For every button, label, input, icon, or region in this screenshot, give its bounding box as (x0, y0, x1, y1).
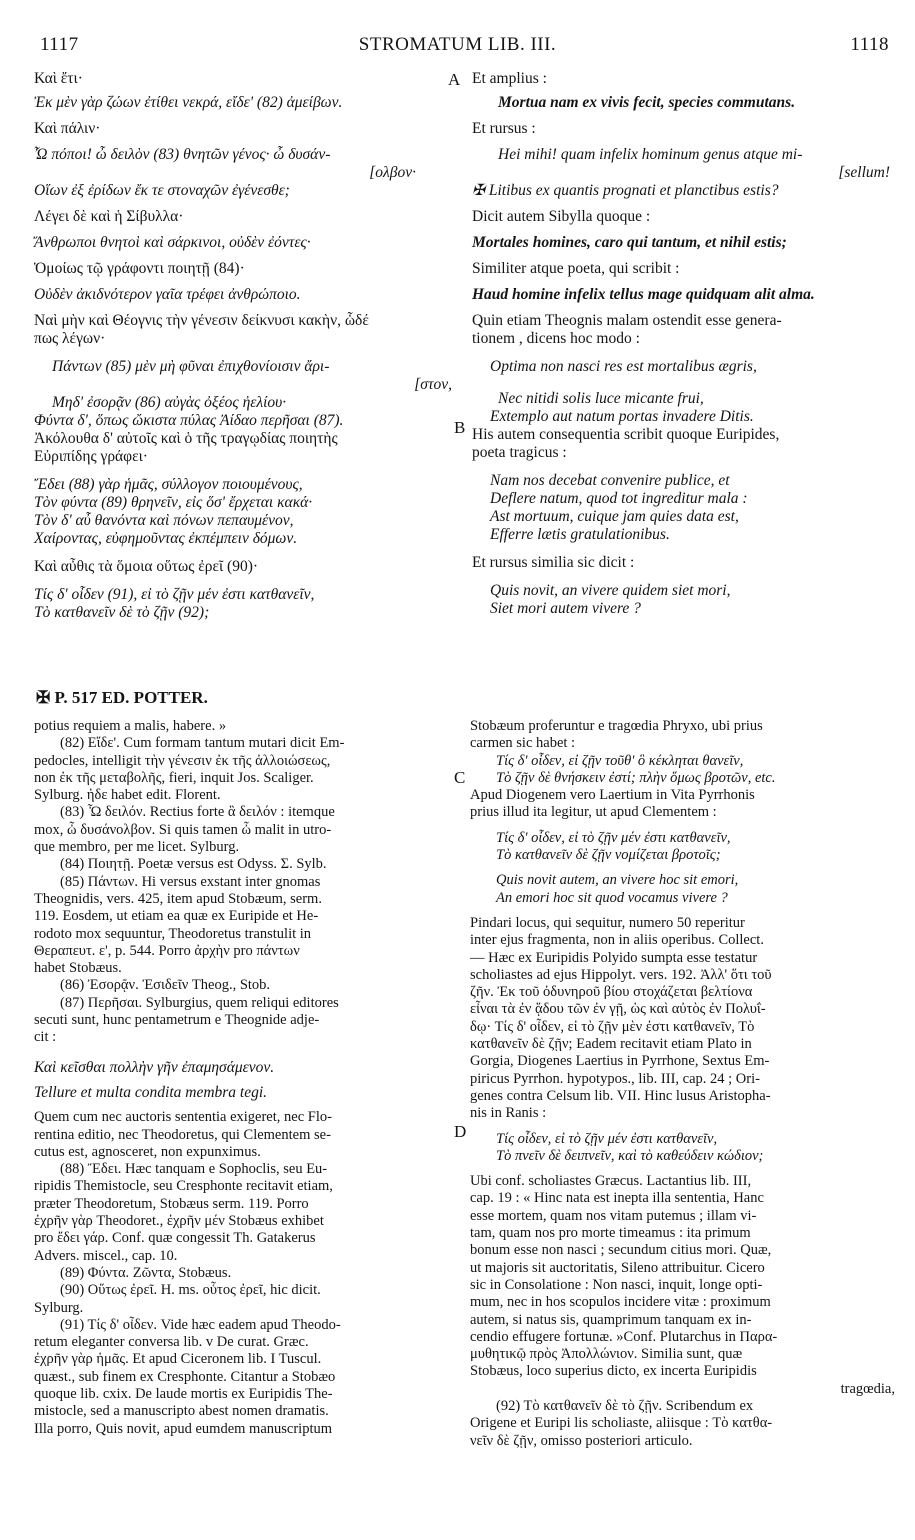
note-line: ἐχρῆν γὰρ ἡμᾶς. Et apud Ciceronem lib. I Tuscul. (34, 1351, 322, 1368)
note-line: Sylburg. ἠδε habet edit. Florent. (34, 787, 221, 804)
note-line: (90) Οὕτως ἐρεῖ. H. ms. οὗτος ἐρεῖ, hic dicit. (60, 1282, 321, 1299)
note-line: Theognidis, vers. 425, item apud Stobæum, serm. (34, 890, 322, 907)
note-line: (88) Ἔδει. Hæc tanquam e Sophoclis, seu Eu- (60, 1161, 328, 1178)
verse-line: Siet mori autem vivere ? (490, 600, 641, 617)
note-line: rentina editio, nec Theodoretus, qui Clementem se- (34, 1126, 331, 1143)
verse-line: Οἵων ἐξ ἐρίδων ἔκ τε στοναχῶν ἐγένεσθε; (34, 182, 290, 199)
margin-letter-b: B (454, 418, 466, 437)
note-line: bonum esse non nasci ; secundum citius mori. Quæ, (470, 1242, 772, 1259)
note-line: esse mortem, quam nos vitam putemus ; illam vi- (470, 1207, 757, 1224)
note-verse-line: Quis novit autem, an vivere hoc sit emori, (496, 872, 739, 889)
note-verse-line: Τίς δ' οἶδεν, εἰ τὸ ζῇν μέν ἐστι κατθανεῖν, (496, 829, 731, 846)
note-line: ζῆν. Ἐκ τοῦ ὀδυνηροῦ βίου στοχάζεται βελτίονα (470, 984, 753, 1001)
note-line: prius illud ita legitur, ut apud Clementem : (470, 804, 717, 821)
note-line: nis in Ranis : (470, 1105, 547, 1122)
verse-line: Efferre lætis gratulationibus. (490, 526, 670, 543)
verse-line: Nec nitidi solis luce micante frui, (498, 390, 704, 407)
note-line: κατθανεῖν δὲ ζῇν; Eadem recitavit etiam Plato in (470, 1036, 752, 1053)
note-line: — Hæc ex Euripidis Polyido sumpta esse testatur (470, 949, 758, 966)
note-verse-line: Τὸ πνεῖν δὲ δειπνεῖν, καὶ τὸ καθεύδειν κώδιον; (496, 1147, 764, 1164)
note-line: νεῖν δὲ ζῇν, omisso posteriori articulo. (470, 1432, 693, 1449)
verse-line: Ἄνθρωποι θνητοὶ καὶ σάρκινοι, οὐδὲν ἐόντες· (34, 234, 311, 251)
margin-letter-d: D (454, 1122, 467, 1141)
note-verse-line: Τίς δ' οἶδεν, εἰ ζῇν τοῦθ' ὃ κέκληται θανεῖν, (496, 752, 744, 769)
note-line: genes contra Celsum lib. VII. Hinc lusus Aristopha- (470, 1087, 771, 1104)
text-line: Ἀκόλουθα δ' αὐτοῖς καὶ ὁ τῆς τραγῳδίας ποιητὴς (34, 430, 338, 447)
verse-line: [ολβον· (369, 164, 416, 181)
text-line: Λέγει δὲ καὶ ἡ Σίβυλλα· (34, 208, 184, 225)
verse-line: Deflere natum, quod tot ingreditur mala : (490, 490, 748, 507)
margin-letter-a: A (448, 70, 461, 89)
note-line: sic in Consolatione : Non nasci, inquit, longe opti- (470, 1276, 763, 1293)
note-line: habet Stobæus. (34, 960, 122, 977)
note-line: Pindari locus, qui sequitur, numero 50 reperitur (470, 914, 745, 931)
note-line: non ἐκ τῆς μεταβολῆς, fieri, inquit Jos. Scaliger. (34, 769, 314, 786)
text-line: Dicit autem Sibylla quoque : (472, 208, 651, 225)
note-line: (85) Πάντων. Hi versus exstant inter gnomas (60, 873, 321, 890)
note-line: εἶναι τὰ ἐν ᾅδου τῶν ἐν γῇ, ὡς καὶ αὐτὸς ἐν Πολυΐ- (470, 1001, 766, 1018)
note-line: cutus est, agnosceret, non expunximus. (34, 1143, 261, 1160)
text-line: Et rursus similia sic dicit : (472, 554, 635, 571)
note-line: mox, ὦ δυσάνολβον. Si quis tamen ὦ malit in utro- (34, 821, 332, 838)
edition-reference: ✠ P. 517 ED. POTTER. (36, 688, 208, 707)
note-line: potius requiem a malis, habere. » (34, 718, 227, 734)
note-line: retum eleganter conversa lib. v De curat. Græc. (34, 1334, 309, 1351)
verse-line: Ast mortuum, cuique jam quies data est, (490, 508, 739, 525)
text-line: Quin etiam Theognis malam ostendit esse genera- (472, 312, 782, 329)
verse-line: Ἔδει (88) γὰρ ἡμᾶς, σύλλογον ποιουμένους, (34, 476, 303, 493)
note-line: (89) Φύντα. Ζῶντα, Stobæus. (60, 1264, 232, 1281)
verse-line: Τὸν φύντα (89) θρηνεῖν, εἰς ὅσ' ἔρχεται κακά· (34, 494, 313, 511)
text-line: His autem consequentia scribit quoque Euripides, (472, 426, 780, 443)
verse-line: Τὸν δ' αὖ θανόντα καὶ πόνων πεπαυμένον, (34, 512, 294, 529)
note-line: pedocles, intelligit τὴν γένεσιν ἐκ τῆς ἀλλοιώσεως, (34, 752, 331, 769)
note-line: Θεραπευτ. ε', p. 544. Porro ἀρχὴν pro πάντων (34, 942, 300, 959)
note-line: cit : (34, 1029, 57, 1046)
verse-line: Τίς δ' οἶδεν (91), εἰ τὸ ζῇν μέν ἐστι κατθανεῖν, (34, 586, 315, 603)
note-line: quæst., sub finem ex Cresphonte. Citantur a Stobæo (34, 1368, 336, 1385)
notes-right-column (470, 718, 895, 1450)
note-line: que membro, per me licet. Sylburg. (34, 839, 240, 856)
text-line: Εὐριπίδης γράφει· (34, 448, 148, 465)
text-line: poeta tragicus : (472, 444, 567, 461)
note-line: (82) Εἴδε'. Cum formam tantum mutari dicit Em- (60, 735, 345, 752)
note-line: Illa porro, Quis novit, apud eumdem manuscriptum (34, 1420, 333, 1437)
verse-line: Mortales homines, caro qui tantum, et nihil estis; (472, 234, 787, 251)
note-verse-line: Τίς οἶδεν, εἰ τὸ ζῇν μέν ἐστι κατθανεῖν, (496, 1130, 718, 1147)
note-line: carmen sic habet : (470, 735, 576, 752)
text-line: Et rursus : (472, 120, 536, 137)
verse-line: Χαίροντας, εὐφημοῦντας ἐκπέμπειν δόμων. (34, 530, 298, 547)
text-line: Καὶ ἔτι· (34, 70, 83, 87)
text-line: Ναὶ μὴν καὶ Θέογνις τὴν γένεσιν δείκνυσι κακὴν, ὧδέ (34, 312, 369, 329)
verse-line: Optima non nasci res est mortalibus ægris, (490, 358, 757, 375)
note-line: Gorgia, Diogenes Laertius in Pyrrhone, Sextus Em- (470, 1053, 770, 1070)
note-line: ut majoris sit auctoritatis, Sileno attribuitur. Cicero (470, 1259, 765, 1276)
verse-line: [στον, (414, 376, 452, 393)
page-number-left: 1117 (40, 34, 79, 55)
text-line: Et amplius : (472, 70, 547, 87)
text-line: Καὶ πάλιν· (34, 120, 101, 137)
note-line: autem, si natus sis, quamprimum tanquam ex in- (470, 1311, 752, 1328)
verse-line: [sellum! (838, 164, 890, 181)
greek-text-column (34, 70, 454, 622)
note-line: quoque lib. cxix. De laude mortis ex Euripidis The- (34, 1385, 333, 1402)
verse-line: Quis novit, an vivere quidem siet mori, (490, 582, 731, 599)
note-verse-line: An emori hoc sit quod vocamus vivere ? (496, 889, 728, 906)
note-line: (87) Περῆσαι. Sylburgius, quem reliqui editores (60, 994, 339, 1011)
note-line: ripidis Themistocle, seu Cresphonte recitavit etiam, (34, 1178, 333, 1195)
note-line: tragœdia, (840, 1380, 895, 1397)
verse-line: Ὦ πόποι! ὦ δειλὸν (83) θνητῶν γένος· ὦ δυσάν- (34, 146, 331, 163)
page-number-right: 1118 (850, 34, 889, 55)
note-line: Ubi conf. scholiastes Græcus. Lactantius lib. III, (470, 1173, 752, 1190)
verse-line: Τὸ κατθανεῖν δὲ τὸ ζῇν (92); (34, 604, 210, 621)
note-line: (86) Ἐσορᾷν. Ἐσιδεῖν Theog., Stob. (60, 977, 271, 994)
note-line: Quem cum nec auctoris sententia exigeret, nec Flo- (34, 1109, 332, 1126)
text-line: Similiter atque poeta, qui scribit : (472, 260, 680, 277)
note-line: μυθητικῷ πρὸς Ἀπολλώνιον. Similia sunt, quæ (470, 1346, 743, 1363)
note-line: Sylburg. (34, 1299, 84, 1316)
text-line: tionem , dicens hoc modo : (472, 330, 640, 347)
note-line: Origene et Euripi lis scholiaste, aliisque : Τὸ κατθα- (470, 1415, 773, 1432)
verse-line: Ἐκ μὲν γὰρ ζώων ἐτίθει νεκρά, εἴδε' (82) ἀμείβων. (34, 94, 343, 111)
note-line: δῳ· Τίς δ' οἶδεν, εἰ τὸ ζῇν μὲν ἐστι κατθανεῖν, Τὸ (470, 1018, 755, 1035)
note-line: piricus Pyrrhon. hypotypos., lib. III, cap. 24 ; Ori- (470, 1070, 760, 1087)
note-line: 119. Eosdem, ut etiam ea quæ ex Euripide et He- (34, 908, 319, 925)
note-line: Advers. miscel., cap. 10. (34, 1247, 178, 1264)
note-line: ἐχρῆν γὰρ Theodoret., ἐχρῆν μέν Stobæus exhibet (34, 1213, 324, 1230)
verse-line: ✠ Litibus ex quantis prognati et planctibus estis? (472, 182, 779, 199)
text-line: πως λέγων· (34, 330, 106, 347)
text-line: Ὁμοίως τῷ γράφοντι ποιητῇ (84)· (34, 260, 245, 277)
running-title: STROMATUM LIB. III. (358, 34, 557, 55)
note-line: mistocle, sed a manuscripto abest nomen dramatis. (34, 1403, 329, 1420)
note-line: (91) Τίς δ' οἶδεν. Vide hæc eadem apud Theodo- (60, 1316, 341, 1333)
verse-line: Πάντων (85) μὲν μὴ φῦναι ἐπιχθονίοισιν ἄρι- (52, 358, 330, 375)
notes-left-column (34, 718, 454, 1438)
note-line: (92) Τὸ κατθανεῖν δὲ τὸ ζῇν. Scribendum ex (496, 1397, 754, 1414)
verse-line: Μηδ' ἐσορᾷν (86) αὐγὰς ὀξέος ἠελίου· (52, 394, 287, 411)
note-line: cendio effugere fortunæ. »Conf. Plutarchus in Παρα- (470, 1328, 778, 1345)
note-line: mum, nec in hos scopulos incidere vitæ : proximum (470, 1294, 771, 1311)
verse-line: Οὐδὲν ἀκιδνότερον γαῖα τρέφει ἀνθρώποιο. (34, 286, 301, 303)
note-line: cap. 19 : « Hinc nata est inepta illa sententia, Hanc (470, 1190, 764, 1207)
margin-letter-c: C (454, 768, 466, 787)
verse-line: Hei mihi! quam infelix hominum genus atque mi- (498, 146, 803, 163)
note-line: Stobæus, loco superius dicto, ex incerta Euripidis (470, 1363, 757, 1380)
note-line: inter ejus fragmenta, non in aliis operibus. Collect. (470, 932, 764, 949)
text-line: Καὶ αὖθις τὰ ὅμοια οὕτως ἐρεῖ (90)· (34, 558, 259, 575)
note-verse-line: Τὸ κατθανεῖν δὲ ζῇν νομίζεται βροτοῖς; (496, 847, 721, 864)
note-verse-line: Καὶ κεῖσθαι πολλὴν γῆν ἐπαμησάμενον. (34, 1058, 275, 1076)
note-line: scholiastes ad ejus Hippolyt. vers. 192. Ἀλλ' ὅτι τοῦ (470, 966, 772, 983)
note-line: rodoto mox sequuntur, Theodoretus transtulit in (34, 925, 312, 942)
note-line: præter Theodoretum, Stobæus serm. 119. Porro (34, 1195, 309, 1212)
verse-line: Extemplo aut natum portas invadere Ditis. (490, 408, 754, 425)
verse-line: Φύντα δ', ὅπως ὤκιστα πύλας Ἀίδαο περῆσαι (87). (34, 412, 344, 429)
note-line: Stobæum proferuntur e tragœdia Phryxo, ubi prius (470, 718, 763, 734)
note-line: pro ἔδει γάρ. Conf. quæ congessit Th. Gatakerus (34, 1230, 316, 1247)
note-line: Apud Diogenem vero Laertium in Vita Pyrrhonis (470, 787, 755, 804)
verse-line: Haud homine infelix tellus mage quidquam alit alma. (472, 286, 815, 303)
note-line: tam, quam nos pro morte timeamus : ita primum (470, 1225, 751, 1242)
note-line: (84) Ποιητῇ. Poetæ versus est Odyss. Σ. Sylb. (60, 856, 327, 873)
note-line: secuti sunt, hunc pentametrum e Theognide adje- (34, 1012, 320, 1029)
note-verse-line: Τὸ ζῇν δὲ θνήσκειν ἐστί; πλὴν ὅμως βροτῶν, etc. (496, 769, 776, 786)
verse-line: Nam nos decebat convenire publice, et (490, 472, 730, 489)
verse-line: Mortua nam ex vivis fecit, species commutans. (498, 94, 796, 111)
note-line: (83) Ὦ δειλόν. Rectius forte ἃ δειλόν : itemque (60, 804, 335, 821)
latin-text-column (472, 70, 892, 618)
note-verse-line: Tellure et multa condita membra tegi. (34, 1083, 268, 1101)
